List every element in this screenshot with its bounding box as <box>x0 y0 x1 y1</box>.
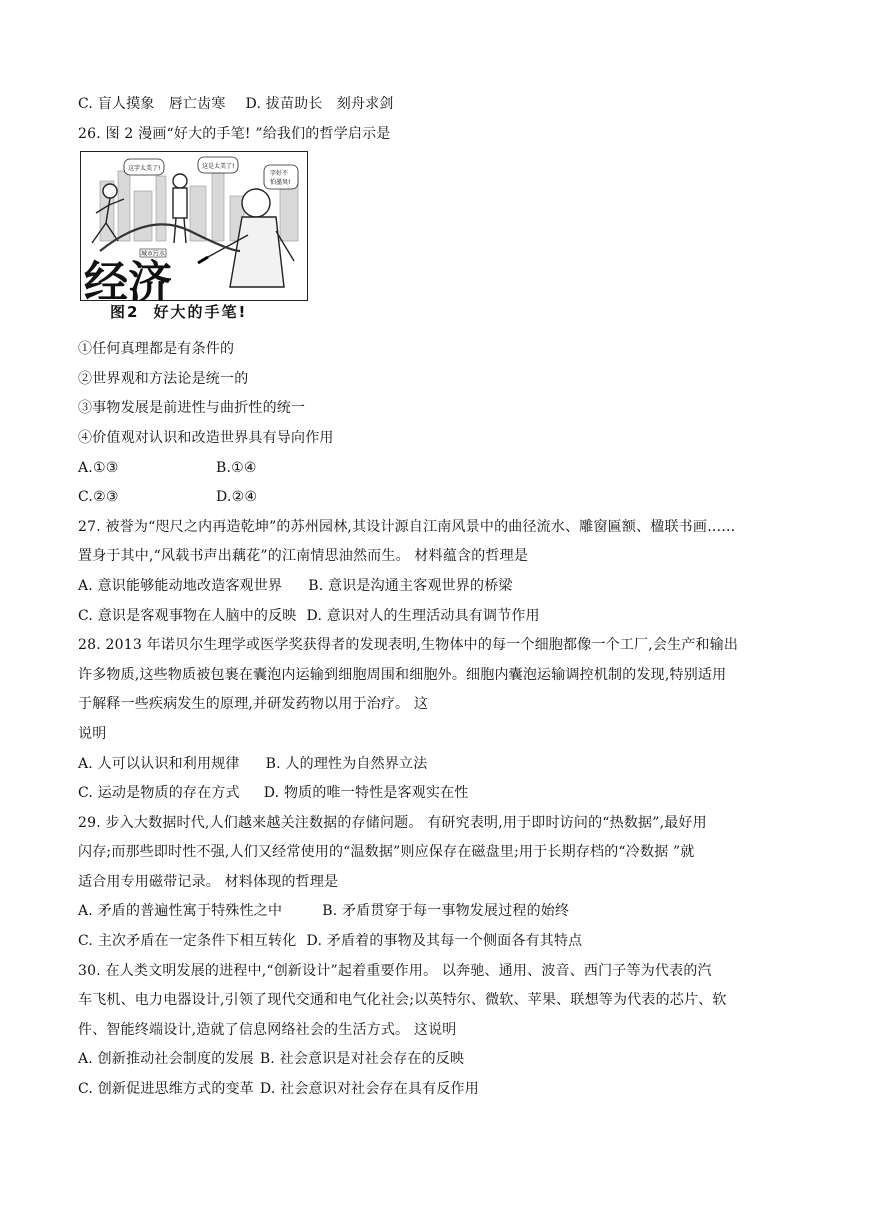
q30-option-c: C. 创新促进思维方式的变革 <box>78 1081 254 1098</box>
q29-option-c: C. 主次矛盾在一定条件下相互转化 <box>78 933 297 950</box>
exam-page <box>78 90 798 1105</box>
bubble-3a-text: 字好不 <box>270 170 289 178</box>
q27-option-b: B. 意识是沟通主客观世界的桥梁 <box>308 577 513 594</box>
q26-item-4: ④价值观对认识和改造世界具有导向作用 <box>78 429 334 446</box>
q27-options-ab <box>78 572 798 602</box>
q29-option-d: D. 矛盾着的事物及其每一个侧面各有其特点 <box>306 933 583 950</box>
big-brush-chars: 经济 <box>84 257 172 302</box>
q28-options-ab <box>78 750 798 780</box>
q29-option-b: B. 矛盾贯穿于每一事物发展过程的始终 <box>322 903 570 920</box>
q30-options-cd <box>78 1075 798 1105</box>
q30-options-ab <box>78 1045 798 1075</box>
cartoon-illustration <box>80 151 308 301</box>
q27-option-d: D. 意识对人的生理活动具有调节作用 <box>306 607 540 624</box>
q30-stem-line-3: 件、智能终端设计,造就了信息网络社会的生活方式。 这说明 <box>78 1021 457 1038</box>
cartoon-figure <box>80 151 308 333</box>
q28-stem-line-3: 于解释一些疾病发生的原理,并研发药物以用于治疗。 这 <box>78 696 429 713</box>
q27-stem-line-2: 置身于其中,“风载书声出藕花”的江南情思油然而生。 材料蕴含的哲理是 <box>78 548 529 565</box>
q26-item-1: ①任何真理都是有条件的 <box>78 341 235 358</box>
q27-stem-line-1: 27. 被誉为“咫尺之内再造乾坤”的苏州园林,其设计源自江南风景中的曲径流水、雕窗匾额、楹联书画…… <box>78 518 736 535</box>
q26-option-b: B.①④ <box>216 459 257 476</box>
q29-options-cd <box>78 927 798 957</box>
q26-item-2: ②世界观和方法论是统一的 <box>78 370 249 387</box>
q26-option-c: C.②③ <box>78 489 119 506</box>
q26-options-cd <box>78 483 798 513</box>
q30-stem-line-1: 30. 在人类文明发展的进程中,“创新设计”起着重要作用。 以奔驰、通用、波音、西门子等为代表的汽 <box>78 962 712 979</box>
figure-caption <box>110 301 247 322</box>
q25-options-cd <box>78 90 798 120</box>
q28-stem-line-2: 许多物质,这些物质被包裹在囊泡内运输到细胞周围和细胞外。细胞内囊泡运输调控机制的发现,特别适用 <box>78 666 727 683</box>
q29-stem-line-2: 闪存;而那些即时性不强,人们又经常使用的“温数据”则应保存在磁盘里;用于长期存档的“冷数据 ”就 <box>78 844 695 861</box>
q25-option-d: D. 拔苗助长 刻舟求剑 <box>245 96 394 112</box>
q28-options-cd <box>78 779 798 809</box>
q30-option-a: A. 创新推动社会制度的发展 <box>78 1051 254 1068</box>
bubble-3b-text: 怕墨臭! <box>270 179 291 187</box>
figure-number: 图2 <box>110 303 140 322</box>
q26-options-ab <box>78 454 798 484</box>
q29-option-a: A. 矛盾的普遍性寓于特殊性之中 <box>78 903 283 920</box>
q28-stem-line-4: 说明 <box>78 725 107 742</box>
bubble-1-text: 这字太美了! <box>128 165 161 173</box>
q30-option-b: B. 社会意识是对社会存在的反映 <box>259 1051 465 1068</box>
q28-option-b: B. 人的理性为自然界立法 <box>265 755 428 772</box>
q29-stem-line-1: 29. 步入大数据时代,人们越来越关注数据的存储问题。 有研究表明,用于即时访问的“热数据”,最好用 <box>78 814 707 831</box>
q30-stem-line-2: 车飞机、电力电器设计,引领了现代交通和电气化社会;以英特尔、微软、苹果、联想等为代表的芯片、软 <box>78 992 727 1009</box>
q26-option-d: D.②④ <box>216 489 258 506</box>
figure-title: 好大的手笔! <box>153 303 248 322</box>
q28-option-d: D. 物质的唯一特性是客观实在性 <box>263 785 469 802</box>
q25-option-c: C. 盲人摸象 唇亡齿寒 <box>78 96 226 112</box>
bubble-2-text: 这是太美了! <box>202 163 235 171</box>
sewage-sign-text: 城市污水 <box>141 250 166 258</box>
q26-item-3: ③事物发展是前进性与曲折性的统一 <box>78 400 306 417</box>
q29-options-ab <box>78 897 798 927</box>
q28-option-c: C. 运动是物质的存在方式 <box>78 785 240 802</box>
q27-options-cd <box>78 602 798 632</box>
q30-option-d: D. 社会意识对社会存在具有反作用 <box>259 1081 479 1098</box>
q26-option-a: A.①③ <box>78 459 119 476</box>
q27-option-c: C. 意识是客观事物在人脑中的反映 <box>78 607 297 624</box>
q26-stem: 26. 图 2 漫画“好大的手笔! ”给我们的哲学启示是 <box>78 125 391 142</box>
q27-option-a: A. 意识能够能动地改造客观世界 <box>78 577 283 594</box>
q29-stem-line-3: 适合用专用磁带记录。 材料体现的哲理是 <box>78 873 339 890</box>
q28-option-a: A. 人可以认识和利用规律 <box>78 755 240 772</box>
q28-stem-line-1: 28. 2013 年诺贝尔生理学或医学奖获得者的发现表明,生物体中的每一个细胞都像一个工厂,会生产和输出 <box>78 637 739 654</box>
